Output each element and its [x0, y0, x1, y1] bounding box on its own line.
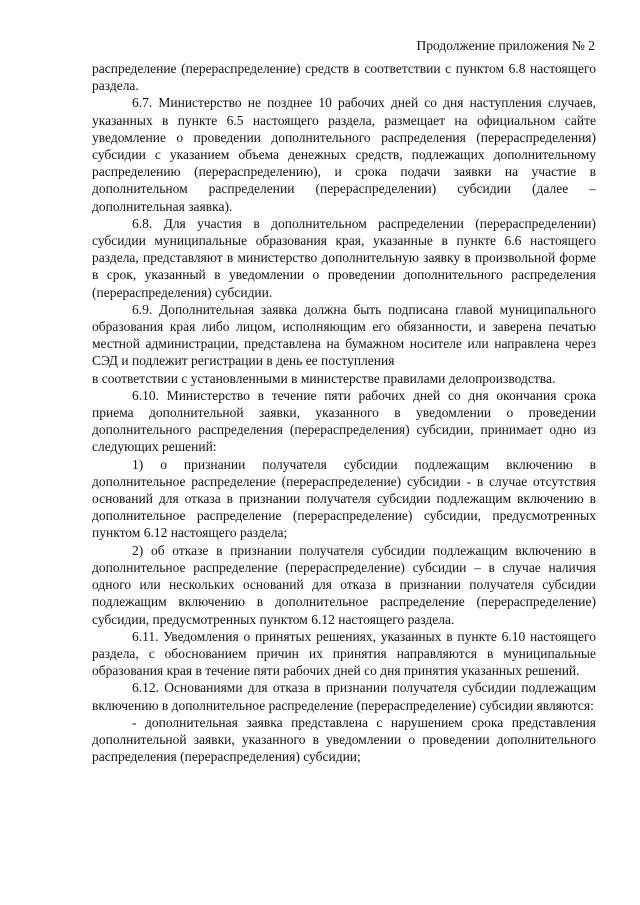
bullet-item: - дополнительная заявка представлена с нарушением срока представления дополнительной заявки, указанного в уведомлении о проведении дополнительного распределения (перераспределения) субсидии;: [92, 714, 596, 765]
paragraph-6-11: 6.11. Уведомления о принятых решениях, указанных в пункте 6.10 настоящего раздела, с обоснованием причин их принятия направляются в муниципальные образования края в течение пяти рабочих дней со дня принятия указанных решений.: [92, 628, 596, 679]
list-item-1: 1) о признании получателя субсидии подлежащим включению в дополнительное распределение (перераспределение) субсидии - в случае отсутствия оснований для отказа в признании получателя субсидии подлежащим включению в дополнительное распределение (перераспределение) субсидии, предусмотренных пунктом 6.12 настоящего раздела;: [92, 456, 596, 541]
paragraph-6-7: 6.7. Министерство не позднее 10 рабочих дней со дня наступления случаев, указанных в пункте 6.5 настоящего раздела, размещает на официальном сайте уведомление о проведении дополнительного распределения (перераспределения) субсидии с указанием объема денежных средств, подлежащих дополнительному распределению (перераспределению), и срока подачи заявки на участие в дополнительном распределении (перераспределении) субсидии (далее – дополнительная заявка).: [92, 95, 596, 214]
paragraph-6-12: 6.12. Основаниями для отказа в признании получателя субсидии подлежащим включению в дополнительное распределение (перераспределение) субсидии являются:: [92, 680, 596, 713]
paragraph-6-9: 6.9. Дополнительная заявка должна быть подписана главой муниципального образования края либо лицом, исполняющим его обязанности, и заверена печатью местной администрации, представлена на бумажном носителе или направлена через СЭД и подлежит регистрации в день ее поступления: [92, 301, 596, 369]
document-body: [92, 60, 596, 765]
paragraph-6-10: 6.10. Министерство в течение пяти рабочих дней со дня окончания срока приема дополнительной заявки, указанного в уведомлении о проведении дополнительного распределения (перераспределения) субсидии, принимает одно из следующих решений:: [92, 387, 596, 455]
list-item-2: 2) об отказе в признании получателя субсидии подлежащим включению в дополнительное распределение (перераспределение) субсидии – в случае наличия одного или нескольких оснований для отказа в признании получателя субсидии подлежащим включению в дополнительное распределение (перераспределение) субсидии, предусмотренных пунктом 6.12 настоящего раздела.: [92, 542, 596, 627]
paragraph-6-8: 6.8. Для участия в дополнительном распределении (перераспределении) субсидии муниципальные образования края, указанные в пункте 6.6 настоящего раздела, представляют в министерство дополнительную заявку в произвольной форме в срок, указанный в уведомлении о проведении дополнительного распределения (перераспределения) субсидии.: [92, 215, 596, 300]
paragraph: в соответствии с установленными в министерстве правилами делопроизводства.: [92, 370, 556, 386]
page-header: Продолжение приложения № 2: [416, 38, 595, 53]
paragraph: распределение (перераспределение) средств в соответствии с пунктом 6.8 настоящего раздела.: [92, 61, 596, 94]
